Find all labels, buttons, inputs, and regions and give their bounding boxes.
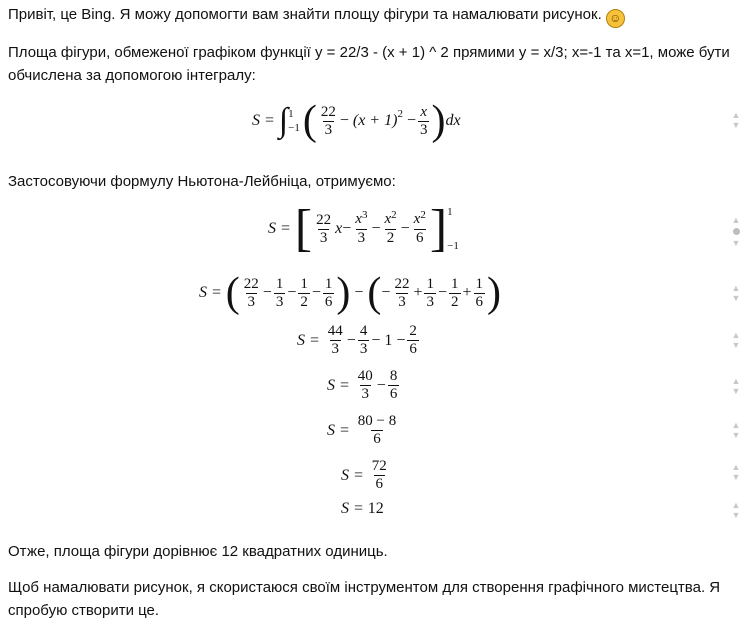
equation-scroll-3[interactable]: ▲ ▼ (731, 283, 741, 303)
simplify-step-4: S = $\frac{72}{6}$ (341, 458, 387, 492)
intro-paragraph (8, 3, 743, 28)
equation-scroll-2[interactable]: ▲ ▼ (731, 215, 741, 248)
method-paragraph: Застосовуючи формулу Ньютона-Лейбніца, отримуємо: (8, 173, 396, 190)
problem-paragraph: Площа фігури, обмеженої графіком функції y = 22/3 - (x + 1) ^ 2 прямими y = x/3; x=-1 та x=1, може бути обчислена за допомогою інтегралу: (8, 44, 730, 84)
equation-scroll-7[interactable]: ▲ ▼ (731, 462, 741, 482)
conclusion-paragraph: Отже, площа фігури дорівнює 12 квадратних одиниць. (8, 543, 388, 560)
smile-emoji-icon: ☺ (606, 9, 625, 28)
fraction-x-3: $\frac{x}{3}$ (419, 103, 428, 138)
simplify-step-3: S = $\frac{80 - 8}{6}$ (327, 413, 397, 447)
simplify-step-1: S = $\frac{44}{3}$ − $\frac{4}{3}$ − 1 − $\frac{2}{6}$ (297, 323, 417, 357)
s-label: S = (252, 112, 275, 129)
equation-scroll-8[interactable]: ▲ ▼ (731, 500, 741, 520)
fraction-22-3: $\frac{22}{3}$ (320, 103, 336, 138)
integral-upper-limit: 1 (288, 108, 294, 120)
substitution-equation: S = ( $\frac{22}{3}$ − $\frac{1}{3}$ − $\frac{1}{2}$ − $\frac{1}{6}$ ) − ( − $\frac{22}{3}$ + $\frac{1}{3}$ − $\frac{1}{2}$ + $\frac{1}{6}$ ) (199, 270, 502, 316)
intro-text: Привіт, це Bing. Я можу допомогти вам знайти площу фігури та намалювати рисунок. (8, 6, 602, 23)
integral-lower-limit: −1 (288, 122, 300, 134)
left-paren: ( (302, 98, 317, 144)
final-result: S = 12 (341, 500, 384, 517)
drawing-paragraph: Щоб намалювати рисунок, я скористаюся своїм інструментом для створення графічного мистецтва. Я спробую створити це. (8, 579, 721, 619)
equation-scroll-6[interactable]: ▲ ▼ (731, 420, 741, 440)
equation-scroll-1[interactable]: ▲ ▼ (731, 110, 741, 130)
equation-scroll-4[interactable]: ▲ ▼ (731, 330, 741, 350)
integral-sign: ∫ (278, 102, 289, 139)
right-paren: ) (431, 98, 446, 144)
equation-scroll-5[interactable]: ▲ ▼ (731, 376, 741, 396)
dx-label: dx (445, 112, 461, 129)
antiderivative-equation: S = [ $\frac{22}{3}$ x − $\frac{x^3}{3}$ − $\frac{x^2}{2}$ − $\frac{x^2}{6}$ ] 1 −1 (268, 200, 459, 257)
integral-equation: S = ∫ 1 −1 ( $\frac{22}{3}$ − (x + 1) 2 − $\frac{x}{3}$ ) dx (252, 98, 461, 144)
simplify-step-2: S = $\frac{40}{3}$ − $\frac{8}{6}$ (327, 368, 398, 402)
